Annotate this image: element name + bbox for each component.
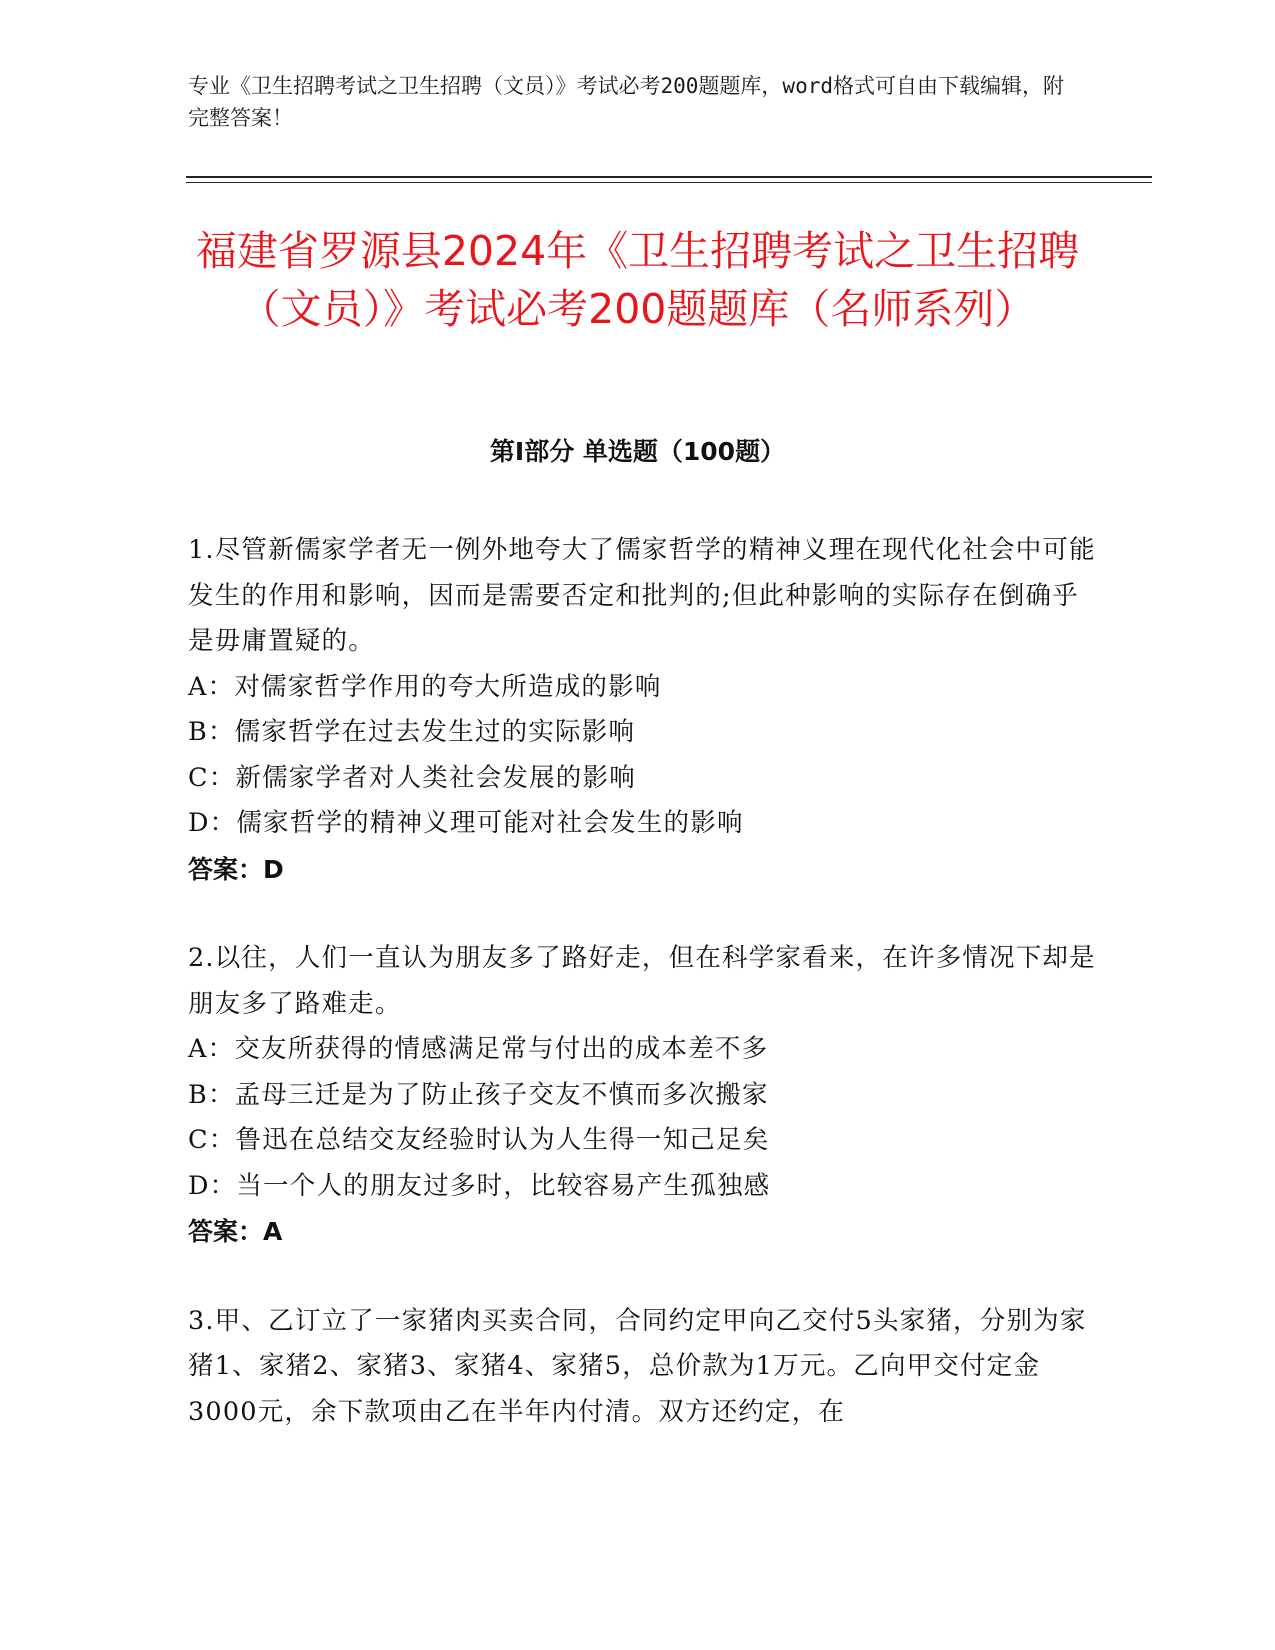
answer-label: 答案：D bbox=[188, 854, 284, 884]
section-title: 第Ⅰ部分 单选题（100题） bbox=[489, 437, 786, 466]
option-b: B：孟母三迁是为了防止孩子交友不慎而多次搬家 bbox=[188, 1079, 769, 1110]
option-c: C：鲁迅在总结交友经验时认为人生得一知己足矣 bbox=[188, 1125, 770, 1155]
question-1 bbox=[188, 528, 1098, 892]
header-note: 专业《卫生招聘考试之卫生招聘（文员）》考试必考200题题库，word格式可自由下载编辑，附完整答案！ bbox=[188, 74, 1064, 130]
question-list bbox=[188, 528, 1098, 1479]
option-b: B：儒家哲学在过去发生过的实际影响 bbox=[188, 717, 636, 747]
header-divider-thin bbox=[186, 182, 1152, 183]
document-title: 福建省罗源县2024年《卫生招聘考试之卫生招聘（文员）》考试必考200题题库（名师系列） bbox=[195, 227, 1080, 333]
option-d: D：当一个人的朋友过多时，比较容易产生孤独感 bbox=[188, 1170, 771, 1201]
question-2 bbox=[188, 936, 1098, 1255]
question-stem: 3.甲、乙订立了一家猪肉买卖合同，合同约定甲向乙交付5头家猪，分别为家猪1、家猪2、家猪3、家猪4、家猪5，总价款为1万元。乙向甲交付定金3000元，余下款项由乙在半年内付清。双方还约定，在 bbox=[188, 1305, 1087, 1427]
question-3 bbox=[188, 1299, 1098, 1436]
option-a: A：交友所获得的情感满足常与付出的成本差不多 bbox=[188, 1034, 769, 1064]
question-stem: 2.以往，人们一直认为朋友多了路好走，但在科学家看来，在许多情况下却是朋友多了路难走。 bbox=[188, 943, 1096, 1019]
option-c: C：新儒家学者对人类社会发展的影响 bbox=[188, 762, 636, 793]
header-divider-thick bbox=[186, 176, 1152, 178]
answer-label: 答案：A bbox=[188, 1217, 283, 1246]
option-d: D：儒家哲学的精神义理可能对社会发生的影响 bbox=[188, 808, 744, 838]
option-a: A：对儒家哲学作用的夸大所造成的影响 bbox=[188, 671, 662, 702]
question-stem: 1.尽管新儒家学者无一例外地夸大了儒家哲学的精神义理在现代化社会中可能发生的作用和影响，因而是需要否定和批判的;但此种影响的实际存在倒确乎是毋庸置疑的。 bbox=[188, 535, 1096, 656]
